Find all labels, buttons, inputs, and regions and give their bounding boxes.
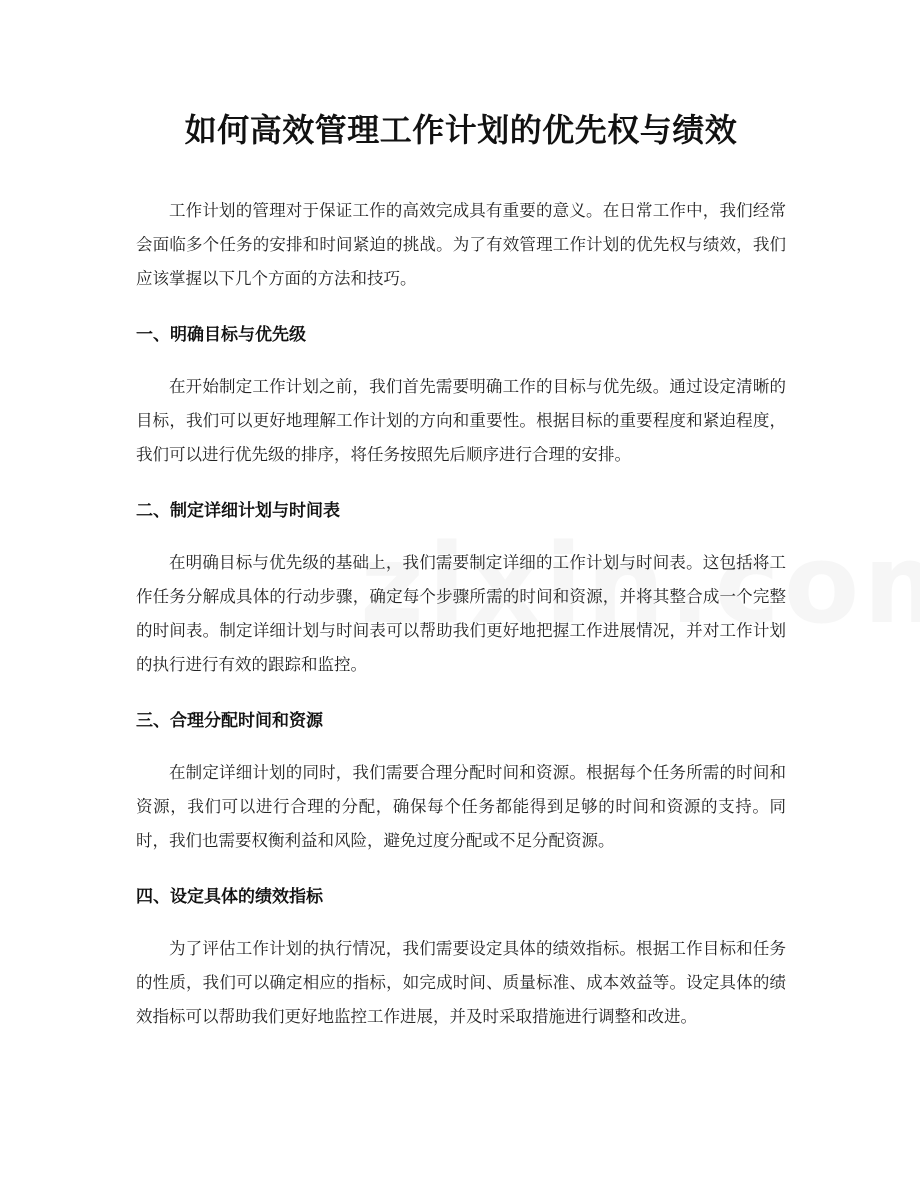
section-body-3: 在制定详细计划的同时，我们需要合理分配时间和资源。根据每个任务所需的时间和资源，我们可以进行合理的分配，确保每个任务都能得到足够的时间和资源的支持。同时，我们也需要权衡利益和风险，避免过度分配或不足分配资源。 [136, 763, 786, 850]
document-title: 如何高效管理工作计划的优先权与绩效 [184, 111, 738, 149]
section-body-1: 在开始制定工作计划之前，我们首先需要明确工作的目标与优先级。通过设定清晰的目标，我们可以更好地理解工作计划的方向和重要性。根据目标的重要程度和紧迫程度，我们可以进行优先级的排序，将任务按照先后顺序进行合理的安排。 [136, 377, 786, 464]
section-heading-1: 一、明确目标与优先级 [136, 325, 306, 345]
section-heading-4: 四、设定具体的绩效指标 [136, 887, 323, 907]
intro-paragraph: 工作计划的管理对于保证工作的高效完成具有重要的意义。在日常工作中，我们经常会面临多个任务的安排和时间紧迫的挑战。为了有效管理工作计划的优先权与绩效，我们应该掌握以下几个方面的方法和技巧。 [136, 201, 786, 288]
section-heading-2: 二、制定详细计划与时间表 [136, 501, 340, 521]
section-body-4: 为了评估工作计划的执行情况，我们需要设定具体的绩效指标。根据工作目标和任务的性质，我们可以确定相应的指标，如完成时间、质量标准、成本效益等。设定具体的绩效指标可以帮助我们更好地监控工作进展，并及时采取措施进行调整和改进。 [136, 939, 786, 1026]
section-body-2: 在明确目标与优先级的基础上，我们需要制定详细的工作计划与时间表。这包括将工作任务分解成具体的行动步骤，确定每个步骤所需的时间和资源，并将其整合成一个完整的时间表。制定详细计划与时间表可以帮助我们更好地把握工作进展情况，并对工作计划的执行进行有效的跟踪和监控。 [136, 553, 786, 674]
section-heading-3: 三、合理分配时间和资源 [136, 711, 323, 731]
